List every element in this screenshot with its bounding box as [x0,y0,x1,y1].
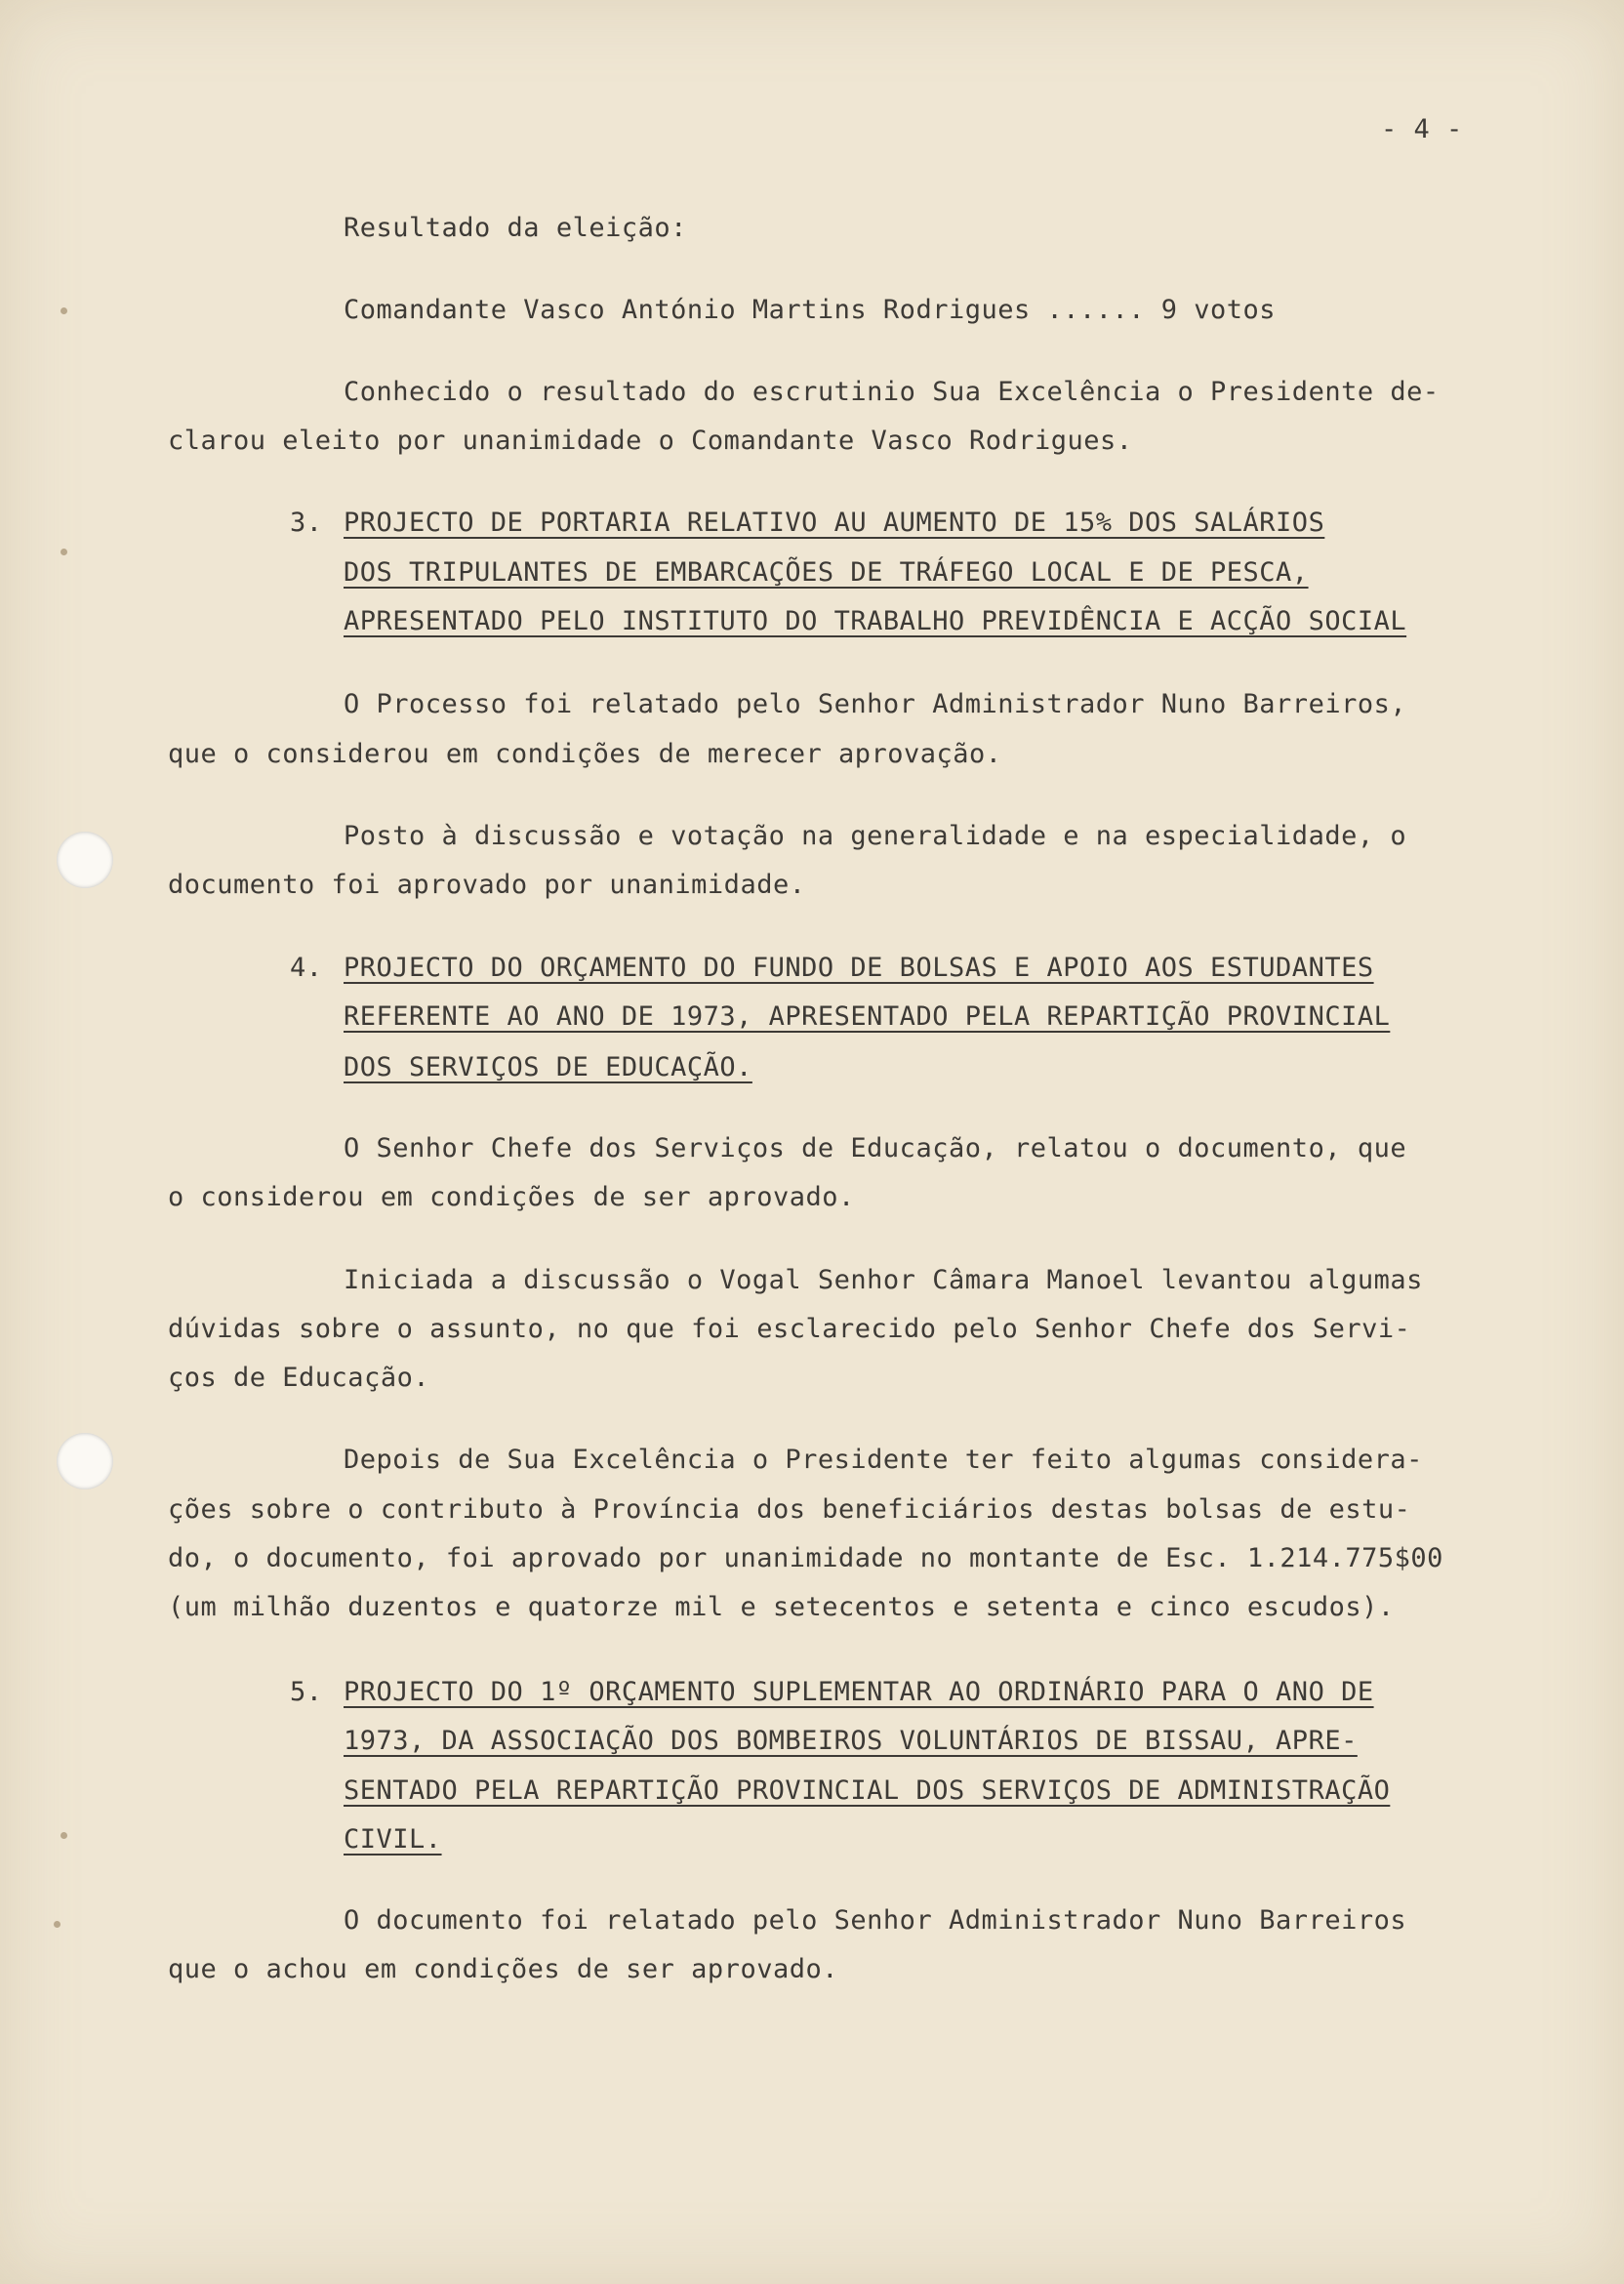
paragraph-line: Depois de Sua Excelência o Presidente ter feito algumas considera- [344,1445,1423,1475]
item-title-line: PROJECTO DE PORTARIA RELATIVO AU AUMENTO DE 15% DOS SALÁRIOS [344,508,1325,538]
election-result: Comandante Vasco António Martins Rodrigues ...... 9 votos [344,295,1277,325]
paragraph-line: Iniciada a discussão o Vogal Senhor Câmara Manoel levantou algumas [344,1265,1423,1295]
paper-speck [54,1921,61,1928]
election-heading: Resultado da eleição: [344,213,687,243]
paragraph-line: que o achou em condições de ser aprovado. [168,1954,838,1984]
paragraph-line: dúvidas sobre o assunto, no que foi esclarecido pelo Senhor Chefe dos Servi- [168,1314,1411,1344]
item-title-line: PROJECTO DO 1º ORÇAMENTO SUPLEMENTAR AO ORDINÁRIO PARA O ANO DE [344,1677,1374,1707]
paper-speck [61,307,67,314]
item-number: 3. [290,508,323,538]
paragraph-line: O Senhor Chefe dos Serviços de Educação, relatou o documento, que [344,1133,1407,1163]
paragraph-line: O documento foi relatado pelo Senhor Administrador Nuno Barreiros [344,1905,1407,1936]
item-title-line: APRESENTADO PELO INSTITUTO DO TRABALHO PREVIDÊNCIA E ACÇÃO SOCIAL [344,606,1407,636]
paragraph-line: ções sobre o contributo à Província dos beneficiários destas bolsas de estu- [168,1494,1411,1525]
paragraph-line: o considerou em condições de ser aprovado. [168,1182,855,1212]
punch-hole-top [57,832,113,888]
item-title-line: PROJECTO DO ORÇAMENTO DO FUNDO DE BOLSAS E APOIO AOS ESTUDANTES [344,953,1374,983]
item-title-line: DOS SERVIÇOS DE EDUCAÇÃO. [344,1052,752,1082]
paper-speck [61,1832,67,1839]
paragraph-line: do, o documento, foi aprovado por unanimidade no montante de Esc. 1.214.775$00 [168,1543,1443,1573]
item-title-line: SENTADO PELA REPARTIÇÃO PROVINCIAL DOS SERVIÇOS DE ADMINISTRAÇÃO [344,1775,1391,1806]
paragraph-line: (um milhão duzentos e quatorze mil e setecentos e setenta e cinco escudos). [168,1592,1395,1622]
item-title-line: CIVIL. [344,1824,442,1855]
item-number: 4. [290,953,323,983]
paragraph-line: O Processo foi relatado pelo Senhor Administrador Nuno Barreiros, [344,689,1407,719]
item-title-line: 1973, DA ASSOCIAÇÃO DOS BOMBEIROS VOLUNTÁRIOS DE BISSAU, APRE- [344,1726,1358,1756]
paragraph-line: que o considerou em condições de merecer aprovação. [168,739,1002,769]
paper-speck [61,549,67,555]
paragraph-line: Conhecido o resultado do escrutinio Sua Excelência o Presidente de- [344,377,1440,407]
paragraph-line: Posto à discussão e votação na generalidade e na especialidade, o [344,821,1407,851]
item-number: 5. [290,1677,323,1707]
paragraph-line: documento foi aprovado por unanimidade. [168,870,806,900]
item-title-line: DOS TRIPULANTES DE EMBARCAÇÕES DE TRÁFEGO LOCAL E DE PESCA, [344,557,1309,588]
paragraph-line: clarou eleito por unanimidade o Comandante Vasco Rodrigues. [168,426,1133,456]
punch-hole-bottom [57,1433,113,1489]
page-number: - 4 - [1381,114,1463,144]
paragraph-line: ços de Educação. [168,1363,430,1393]
item-title-line: REFERENTE AO ANO DE 1973, APRESENTADO PELA REPARTIÇÃO PROVINCIAL [344,1001,1391,1032]
